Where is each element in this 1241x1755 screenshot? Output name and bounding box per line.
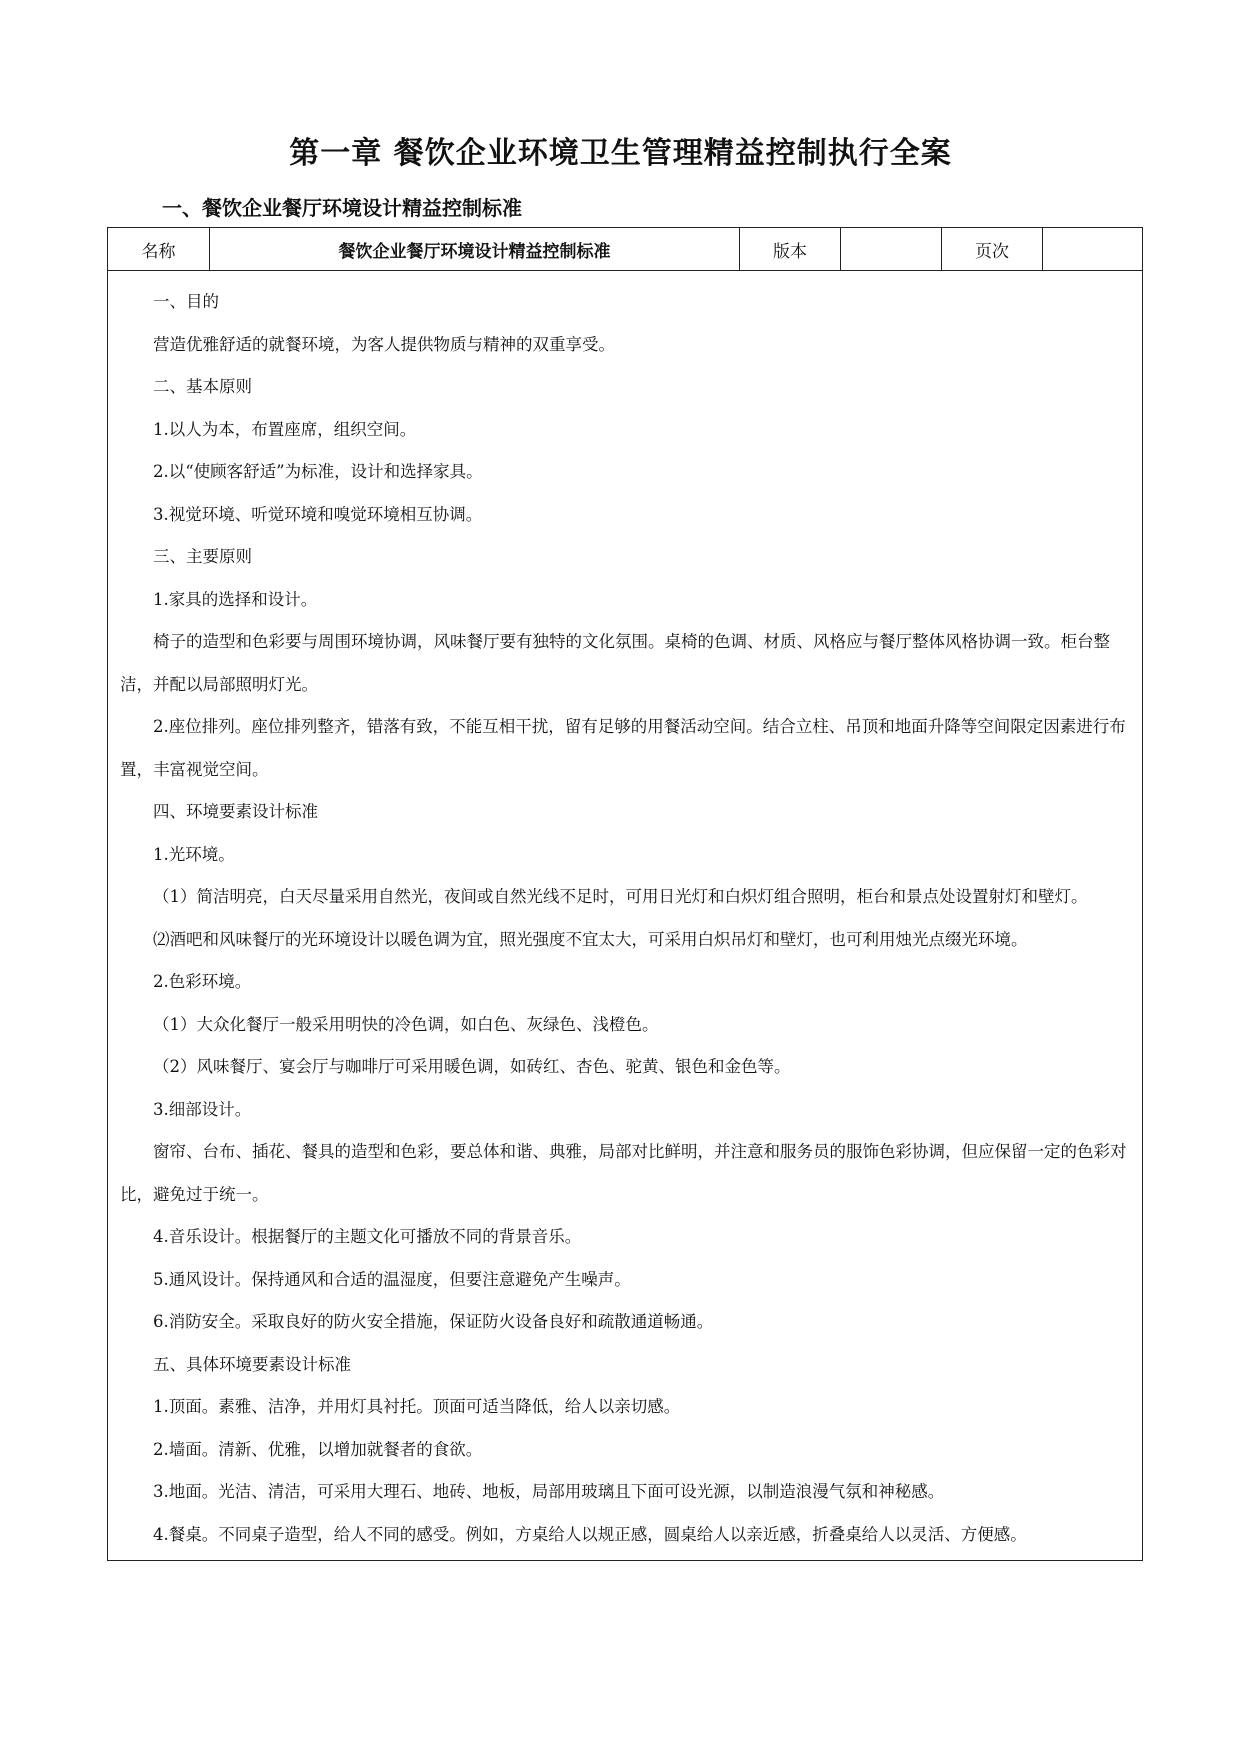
paragraph: 1.家具的选择和设计。 (153, 589, 318, 609)
version-label-cell: 版本 (740, 228, 841, 271)
content-cell (108, 271, 1143, 1561)
paragraph: 4.音乐设计。根据餐厅的主题文化可播放不同的背景音乐。 (153, 1227, 582, 1246)
paragraph: 3.地面。光洁、清洁，可采用大理石、地砖、地板，局部用玻璃且下面可设光源，以制造浪漫气氛和神秘感。 (153, 1482, 945, 1501)
paragraph: （1）简洁明亮，白天尽量采用自然光，夜间或自然光线不足时，可用日光灯和白炽灯组合照明，柜台和景点处设置射灯和壁灯。 (153, 887, 1088, 906)
paragraph: （1）大众化餐厅一般采用明快的冷色调，如白色、灰绿色、浅橙色。 (153, 1014, 659, 1034)
paragraph: 1.顶面。素雅、洁净，并用灯具衬托。顶面可适当降低，给人以亲切感。 (153, 1397, 681, 1416)
heading-purpose: 一、目的 (153, 292, 219, 311)
paragraph: 2.墙面。清新、优雅，以增加就餐者的食欲。 (153, 1439, 483, 1459)
paragraph: ⑵酒吧和风味餐厅的光环境设计以暖色调为宜，照光强度不宜太大，可采用白炽吊灯和壁灯，也可利用烛光点缀光环境。 (153, 929, 1028, 949)
paragraph: 营造优雅舒适的就餐环境，为客人提供物质与精神的双重享受。 (153, 334, 615, 354)
page-value-cell (1043, 228, 1143, 271)
page-label-cell: 页次 (942, 228, 1043, 271)
table-content-row (108, 271, 1143, 1561)
heading-main-principles: 三、主要原则 (153, 547, 252, 566)
paragraph: 5.通风设计。保持通风和合适的温湿度，但要注意避免产生噪声。 (153, 1269, 631, 1289)
paragraph: 2.色彩环境。 (153, 972, 252, 991)
paragraph: 3.视觉环境、听觉环境和嗅觉环境相互协调。 (153, 504, 483, 524)
paragraph: 6.消防安全。采取良好的防火安全措施，保证防火设备良好和疏散通道畅通。 (153, 1312, 714, 1331)
version-value-cell (841, 228, 942, 271)
paragraph: 2.以“使顾客舒适”为标准，设计和选择家具。 (153, 462, 483, 481)
name-value-cell: 餐饮企业餐厅环境设计精益控制标准 (210, 228, 740, 271)
heading-specific-elements: 五、具体环境要素设计标准 (153, 1354, 351, 1374)
section-title: 一、餐饮企业餐厅环境设计精益控制标准 (162, 196, 522, 220)
heading-environment-elements: 四、环境要素设计标准 (153, 802, 318, 821)
paragraph: 1.光环境。 (153, 844, 235, 864)
paragraph: 4.餐桌。不同桌子造型，给人不同的感受。例如，方桌给人以规正感，圆桌给人以亲近感，折叠桌给人以灵活、方便感。 (153, 1524, 1027, 1544)
paragraph: 窗帘、台布、插花、餐具的造型和色彩，要总体和谐、典雅，局部对比鲜明，并注意和服务员的服饰色彩协调，但应保留一定的色彩对比，避免过于统一。 (120, 1142, 1127, 1204)
paragraph: 1.以人为本，布置座席，组织空间。 (153, 419, 417, 439)
paragraph: 3.细部设计。 (153, 1099, 252, 1119)
table-header-row (108, 228, 1143, 271)
heading-basic-principles: 二、基本原则 (153, 377, 252, 396)
name-label-cell: 名称 (108, 228, 210, 271)
paragraph: （2）风味餐厅、宴会厅与咖啡厅可采用暖色调，如砖红、杏色、驼黄、银色和金色等。 (153, 1057, 791, 1076)
paragraph: 椅子的造型和色彩要与周围环境协调，风味餐厅要有独特的文化氛围。桌椅的色调、材质、风格应与餐厅整体风格协调一致。柜台整洁，并配以局部照明灯光。 (120, 632, 1110, 694)
chapter-title: 第一章 餐饮企业环境卫生管理精益控制执行全案 (289, 136, 952, 171)
standard-table (107, 227, 1143, 1561)
paragraph: 2.座位排列。座位排列整齐，错落有致，不能互相干扰，留有足够的用餐活动空间。结合立柱、吊顶和地面升降等空间限定因素进行布置，丰富视觉空间。 (120, 717, 1126, 779)
